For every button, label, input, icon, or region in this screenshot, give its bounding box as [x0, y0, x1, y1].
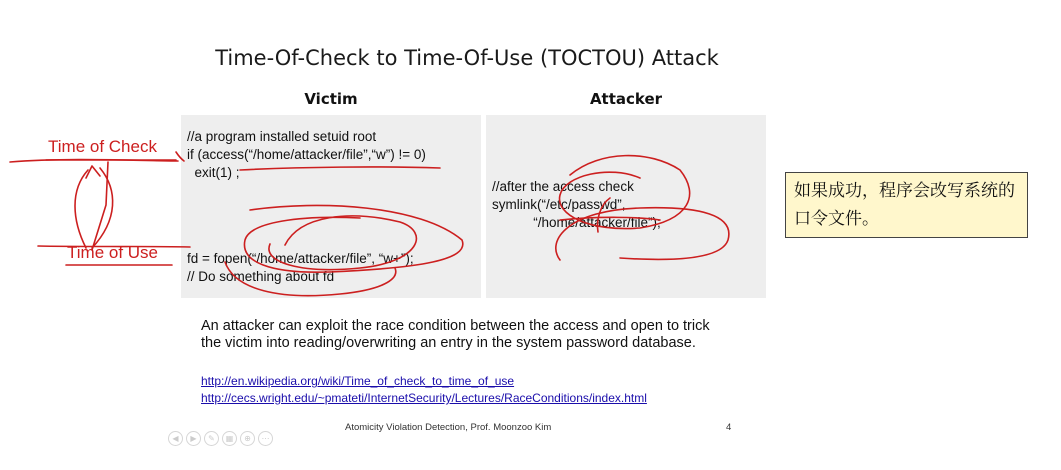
ink-arrow-right [92, 168, 113, 248]
zoom-icon[interactable]: ⊕ [240, 431, 255, 446]
next-icon[interactable]: ▶ [186, 431, 201, 446]
slide-title: Time-Of-Check to Time-Of-Use (TOCTOU) Attack [215, 46, 719, 70]
more-icon[interactable]: ⋯ [258, 431, 273, 446]
time-of-use-label: Time of Use [67, 243, 159, 262]
page-number: 4 [726, 422, 732, 433]
note-box: 如果成功，程序会改写系统的口令文件。 [785, 172, 1028, 238]
cecs-link[interactable]: http://cecs.wright.edu/~pmateti/InternetSecurity/Lectures/RaceConditions/index.html [201, 391, 647, 405]
ink-check-line [10, 160, 178, 162]
ink-arrow-mid [92, 162, 108, 250]
victim-code-check: //a program installed setuid root if (access(“/home/attacker/file”,“w”) != 0) exit(1) ; [187, 129, 426, 180]
wikipedia-link[interactable]: http://en.wikipedia.org/wiki/Time_of_check_to_time_of_use [201, 374, 515, 388]
victim-code-use: fd = fopen(“/home/attacker/file”, “w+”); // Do something about fd [187, 251, 414, 284]
previous-icon[interactable]: ◀ [168, 431, 183, 446]
slide-description: An attacker can exploit the race condition between the access and open to trick the victim into reading/overwriting an entry in the system password database. [201, 318, 710, 351]
slide-footer: Atomicity Violation Detection, Prof. Moonzoo Kim [345, 422, 552, 433]
slides-icon[interactable]: ▦ [222, 431, 237, 446]
time-of-check-label: Time of Check [48, 137, 157, 156]
slideshow-controls [168, 431, 273, 446]
pen-icon[interactable]: ✎ [204, 431, 219, 446]
attacker-code: //after the access check symlink(“/etc/passwd”, “/home/attacker/file”); [492, 179, 661, 230]
ink-arrowhead-top [86, 166, 100, 178]
victim-heading: Victim [304, 90, 358, 108]
ink-arrow-left [75, 170, 88, 248]
attacker-heading: Attacker [589, 90, 663, 108]
